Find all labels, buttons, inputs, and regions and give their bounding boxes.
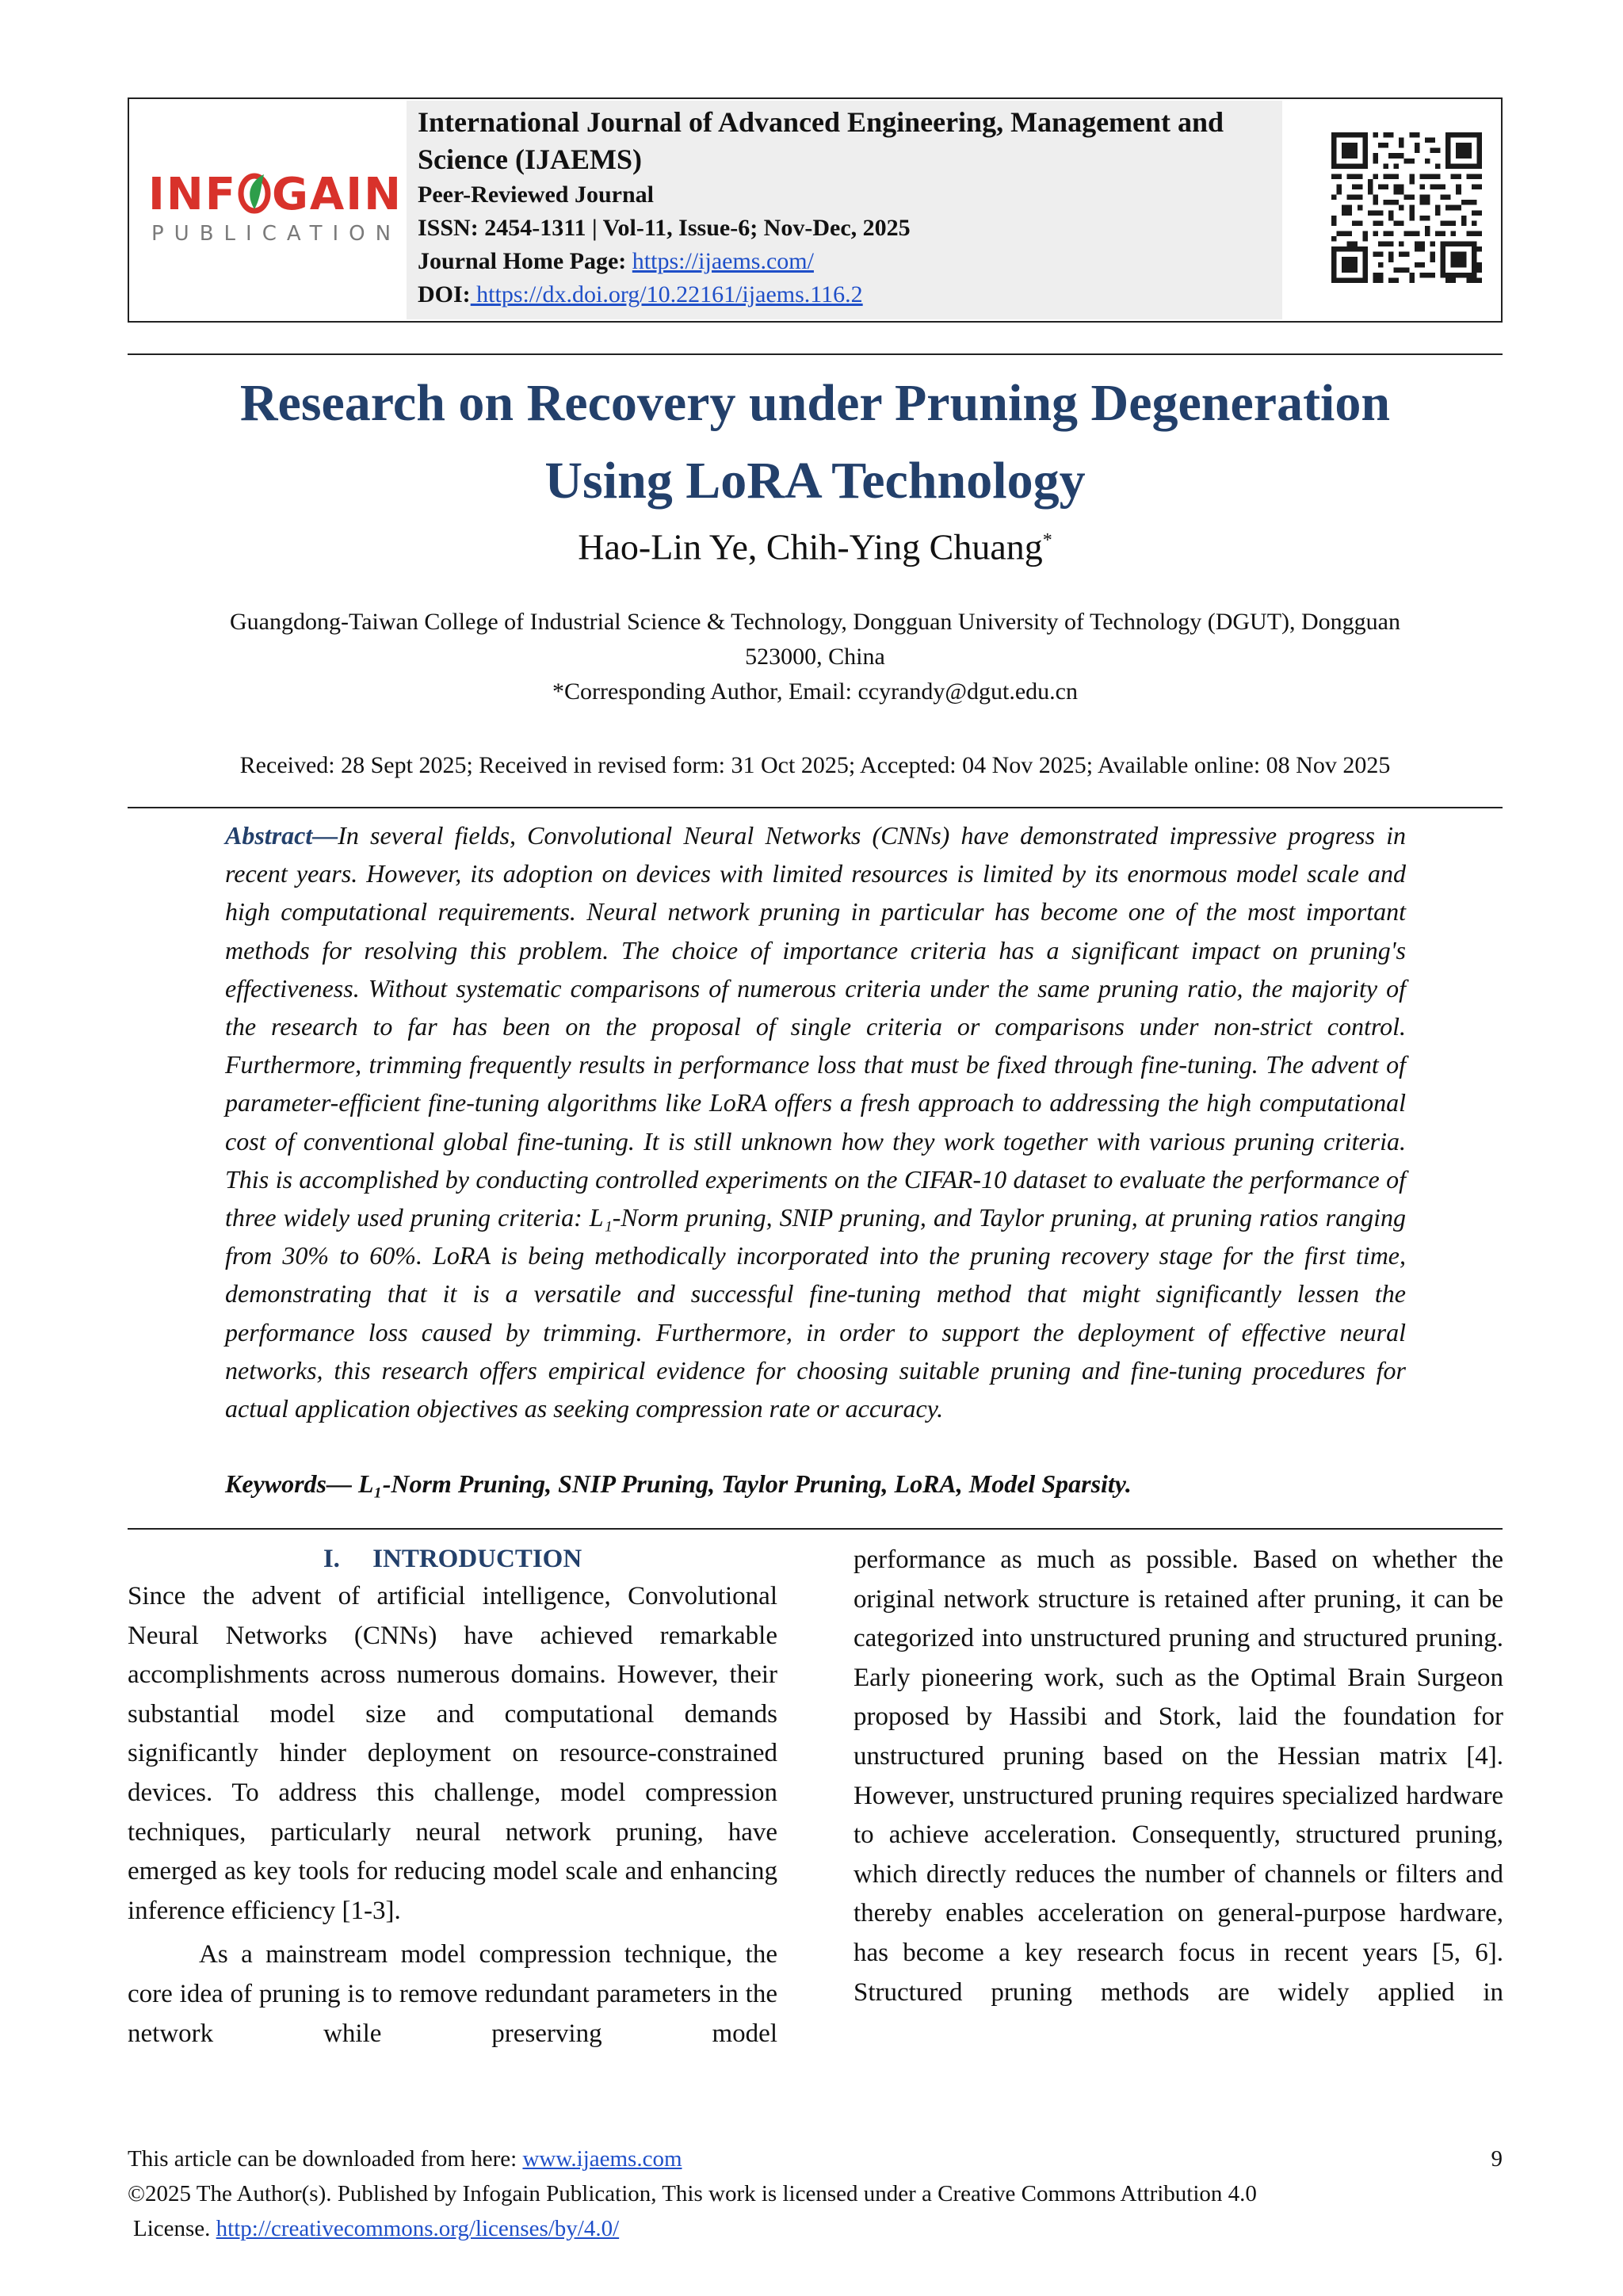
journal-home-line [418,245,1274,278]
header-divider [128,353,1503,355]
journal-home-link[interactable]: https://ijaems.com/ [632,248,814,274]
intro-paragraph-3: performance as much as possible. Based on whether the original network structure is retained after pruning, it can be categorized into unstructured pruning and structured pruning. Early pioneering work, such as the Optimal Brain Surgeon proposed by Hassibi and Stork, laid the foundation for unstructured pruning based on the Hessian matrix [4]. However, unstructured pruning requires specialized hardware to achieve acceleration. Consequently, structured pruning, which directly reduces the number of channels or filters and thereby enables acceleration on general-purpose hardware, has become a key research focus in recent years [5, 6]. Structured pruning methods are widely applied in [854,1545,1503,2007]
abstract-text: In several fields, Convolutional Neural Networks (CNNs) have demonstrated impressive progress in recent years. However, its adoption on devices with limited resources is limited by its enormous model scale and high computational requirements. Neural network pruning in particular has become one of the most important methods for resolving this problem. The choice of importance criteria has a significant impact on pruning's effectiveness. Without systematic comparisons of numerous criteria under the same pruning ratio, the majority of the research to far has been on the proposal of single criteria or comparisons under non-strict control. Furthermore, trimming frequently results in performance loss that must be fixed through fine-tuning. The advent of parameter-efficient fine-tuning algorithms like LoRA offers a fresh approach to addressing the high computational cost of conventional global fine-tuning. It is still unknown how they work together with various pruning criteria. This is accomplished by conducting controlled experiments on the CIFAR-10 dataset to evaluate the performance of three widely used pruning criteria: L₁-Norm pruning, SNIP pruning, and Taylor pruning, at pruning ratios ranging from 30% to 60%. LoRA is being methodically incorporated into the pruning recovery stage for the first time, demonstrating that it is a versatile and successful fine-tuning method that might significantly lessen the performance loss caused by trimming. Furthermore, in order to support the deployment of effective neural networks, this research offers empirical evidence for choosing suitable pruning and fine-tuning procedures for actual application objectives as seeking compression rate or accuracy. [225,821,1406,1423]
affiliation-line-1: Guangdong-Taiwan College of Industrial Science & Technology, Dongguan University of Technology (DGUT), Dongguan [230,609,1400,635]
doi-label: DOI: [418,281,471,308]
corresponding-mark: * [1042,530,1052,551]
body-column-right [854,1541,1503,2012]
abstract-label: Abstract— [225,821,338,850]
doi-line [418,278,1274,311]
journal-info-panel [407,101,1282,319]
author-list [128,517,1503,571]
publication-dates: Received: 28 Sept 2025; Received in revised form: 31 Oct 2025; Accepted: 04 Nov 2025; Available online: 08 Nov 2025 [239,752,1391,778]
journal-title: International Journal of Advanced Engineering, Management and Science (IJAEMS) [418,106,1224,175]
license-label: License. [133,2216,216,2241]
logo-subtitle: PUBLICATION [151,222,402,246]
page-footer [128,2141,1503,2246]
logo-leaf-icon [237,170,272,214]
copyright-notice [128,2176,1503,2246]
author-names: Hao-Lin Ye, Chih-Ying Chuang [578,526,1043,567]
doi-link[interactable]: https://dx.doi.org/10.22161/ijaems.116.2 [470,281,863,308]
page-number: 9 [1491,2146,1503,2172]
qr-code-icon [1331,132,1482,283]
corresponding-author: *Corresponding Author, Email: ccyrandy@dgut.edu.cn [552,678,1078,705]
title-line-1: Research on Recovery under Pruning Degeneration [239,374,1391,432]
download-label: This article can be downloaded from here: [128,2146,523,2172]
journal-header [128,97,1503,323]
copyright-text: ©2025 The Author(s). Published by Infogain Publication, This work is licensed under a Creative Commons Attribution 4.0 [128,2181,1257,2206]
body-column-left [128,1541,777,2053]
issn-volume-line: ISSN: 2454-1311 | Vol-11, Issue-6; Nov-Dec, 2025 [418,215,911,241]
abstract [225,816,1406,1427]
affiliation-line-2: 523000, China [745,644,885,670]
download-line [128,2141,1503,2176]
title-line-2: Using LoRA Technology [544,452,1086,510]
home-page-label: Journal Home Page: [418,248,632,274]
intro-paragraph-2: As a mainstream model compression technique, the core idea of pruning is to remove redundant parameters in the network while preserving model [128,1940,777,2048]
license-link[interactable]: http://creativecommons.org/licenses/by/4.0/ [216,2216,620,2241]
section-heading-introduction: I. INTRODUCTION [323,1545,582,1573]
intro-paragraph-1: Since the advent of artificial intelligence, Convolutional Neural Networks (CNNs) have achieved remarkable accomplishments across numerous domains. However, their substantial model size and computational demands significantly hinder deployment on resource-constrained devices. To address this challenge, model compression techniques, particularly neural network pruning, have emerged as key tools for reducing model scale and enhancing inference efficiency [1-3]. [128,1582,777,1925]
affiliation [128,605,1503,709]
license-line [128,2211,1503,2246]
paper-title [128,365,1503,520]
logo-wordmark: INF GAIN [148,169,403,220]
abstract-divider [128,807,1503,808]
keywords: Keywords— L₁-Norm Pruning, SNIP Pruning, Taylor Pruning, LoRA, Model Sparsity. [225,1469,1132,1498]
body-divider [128,1528,1503,1530]
peer-reviewed-label: Peer-Reviewed Journal [418,181,654,208]
download-link[interactable]: www.ijaems.com [522,2146,682,2172]
